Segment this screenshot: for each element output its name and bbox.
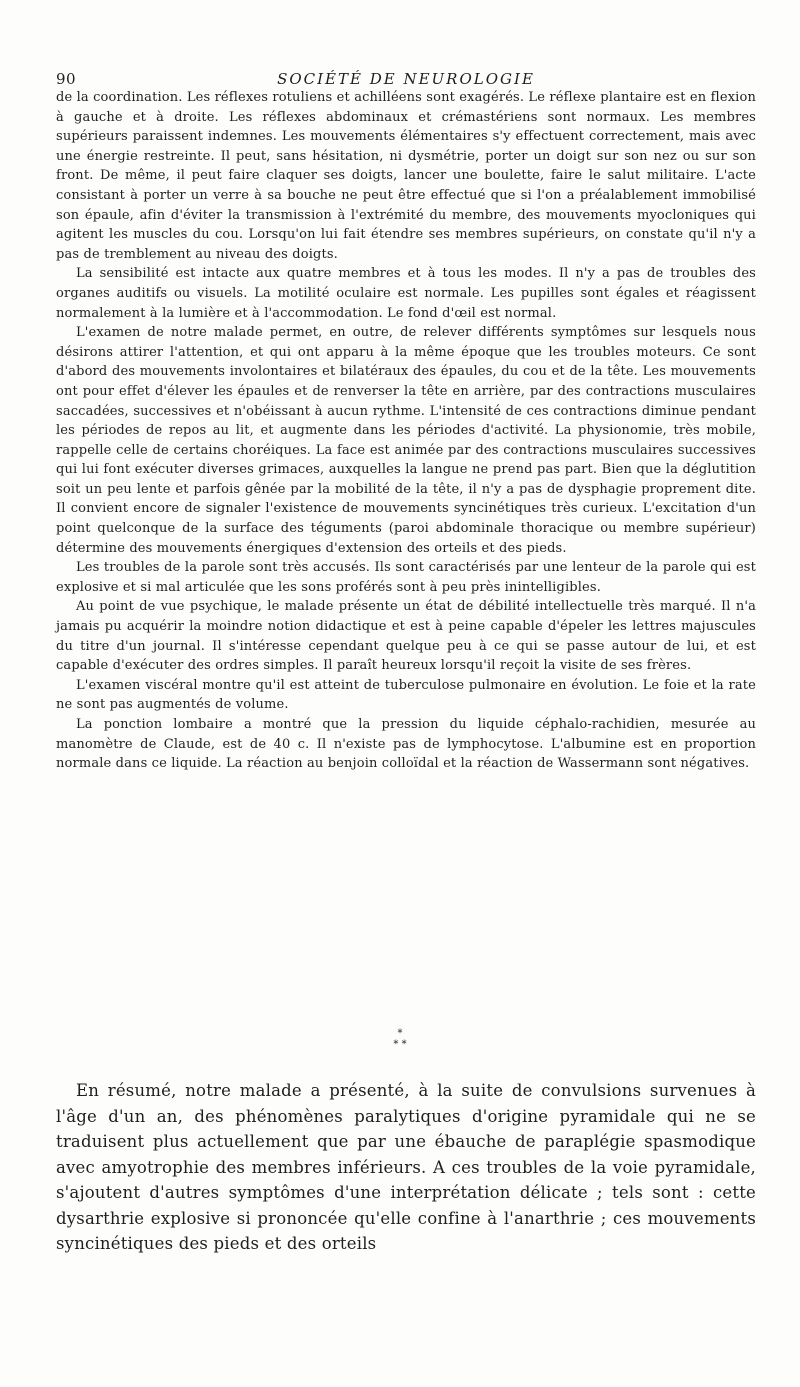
article-body xyxy=(56,88,756,774)
paragraph-coordination: de la coordination. Les réflexes rotuliens et achilléens sont exagérés. Le réflexe plantaire est en flexion à gauche et à droite. Les réflexes abdominaux et crémastériens sont normaux. Les membres supérieurs paraissent indemnes. Les mouvements élémentaires s'y effectuent correctement, mais avec une énergie restreinte. Il peut, sans hésitation, ni dysmétrie, porter un doigt sur son nez ou sur son front. De même, il peut faire claquer ses doigts, lancer une boulette, faire le salut militaire. L'acte consistant à porter un verre à sa bouche ne peut être effectué que si l'on a préalablement immobilisé son épaule, afin d'éviter la transmission à l'extrémité du membre, des mouvements myocloniques qui agitent les muscles du cou. Lorsqu'on lui fait étendre ses membres supérieurs, on constate qu'il n'y a pas de tremblement au niveau des doigts. xyxy=(56,90,756,262)
journal-title: SOCIÉTÉ DE NEUROLOGIE xyxy=(277,70,535,88)
asterism-bottom: * * xyxy=(393,1039,407,1050)
paragraph-psychic-state: Au point de vue psychique, le malade présente un état de débilité intellectuelle très marqué. Il n'a jamais pu acquérir la moindre notion didactique et est à peine capable d'épeler les lettres majuscules du titre d'un journal. Il s'intéresse cependant quelque peu à ce qui se passe autour de lui, et est capable d'exécuter des ordres simples. Il paraît heureux lorsqu'il reçoit la visite de ses frères. xyxy=(56,599,756,674)
paragraph-lumbar-puncture: La ponction lombaire a montré que la pression du liquide céphalo-rachidien, mesurée au manomètre de Claude, est de 40 c. Il n'existe pas de lymphocytose. L'albumine est en proportion normale dans ce liquide. La réaction au benjoin colloïdal et la réaction de Wassermann sont négatives. xyxy=(56,717,756,772)
paragraph-involuntary-movements: L'examen de notre malade permet, en outre, de relever différents symptômes sur lesquels nous désirons attirer l'attention, et qui ont apparu à la même époque que les troubles moteurs. Ce sont d'abord des mouvements involontaires et bilatéraux des épaules, du cou et de la tête. Les mouvements ont pour effet d'élever les épaules et de renverser la tête en arrière, par des contractions musculaires saccadées, successives et n'obéissant à aucun rythme. L'intensité de ces contractions diminue pendant les périodes de repos au lit, et augmente dans les périodes d'activité. La physionomie, très mobile, rappelle celle de certains choréiques. La face est animée par des contractions musculaires successives qui lui font exécuter diverses grimaces, auxquelles la langue ne prend pas part. Bien que la déglutition soit un peu lente et parfois gênée par la mobilité de la tête, il n'y a pas de dysphagie proprement dite. Il convient encore de signaler l'existence de mouvements syncinétiques très curieux. L'excitation d'un point quelconque de la surface des téguments (paroi abdominale thoracique ou membre supérieur) détermine des mouvements énergiques d'extension des orteils et des pieds. xyxy=(56,325,756,556)
page-number: 90 xyxy=(56,70,77,88)
conclusion-section xyxy=(56,1078,756,1257)
asterism-top: * xyxy=(397,1028,403,1039)
paragraph-visceral-exam: L'examen viscéral montre qu'il est atteint de tuberculose pulmonaire en évolution. Le foie et la rate ne sont pas augmentés de volume. xyxy=(56,677,756,713)
paragraph-speech: Les troubles de la parole sont très accusés. Ils sont caractérisés par une lenteur de la parole qui est explosive et si mal articulée que les sons proférés sont à peu près inintelligibles. xyxy=(56,560,756,595)
paragraph-sensibility: La sensibilité est intacte aux quatre membres et à tous les modes. Il n'y a pas de troubles des organes auditifs ou visuels. La motilité oculaire est normale. Les pupilles sont égales et réagissent normalement à la lumière et à l'accommodation. Le fond d'œil est normal. xyxy=(56,266,756,321)
asterism-separator xyxy=(0,1028,800,1050)
conclusion-paragraph: En résumé, notre malade a présenté, à la suite de convulsions survenues à l'âge d'un an, des phénomènes paralytiques d'origine pyramidale qui ne se traduisent plus actuellement que par une ébauche de paraplégie spasmodique avec amyotrophie des membres inférieurs. A ces troubles de la voie pyramidale, s'ajoutent d'autres symptômes d'une interprétation délicate ; tels sont : cette dysarthrie explosive si prononcée qu'elle confine à l'anarthrie ; ces mouvements syncinétiques des pieds et des orteils xyxy=(56,1081,756,1253)
